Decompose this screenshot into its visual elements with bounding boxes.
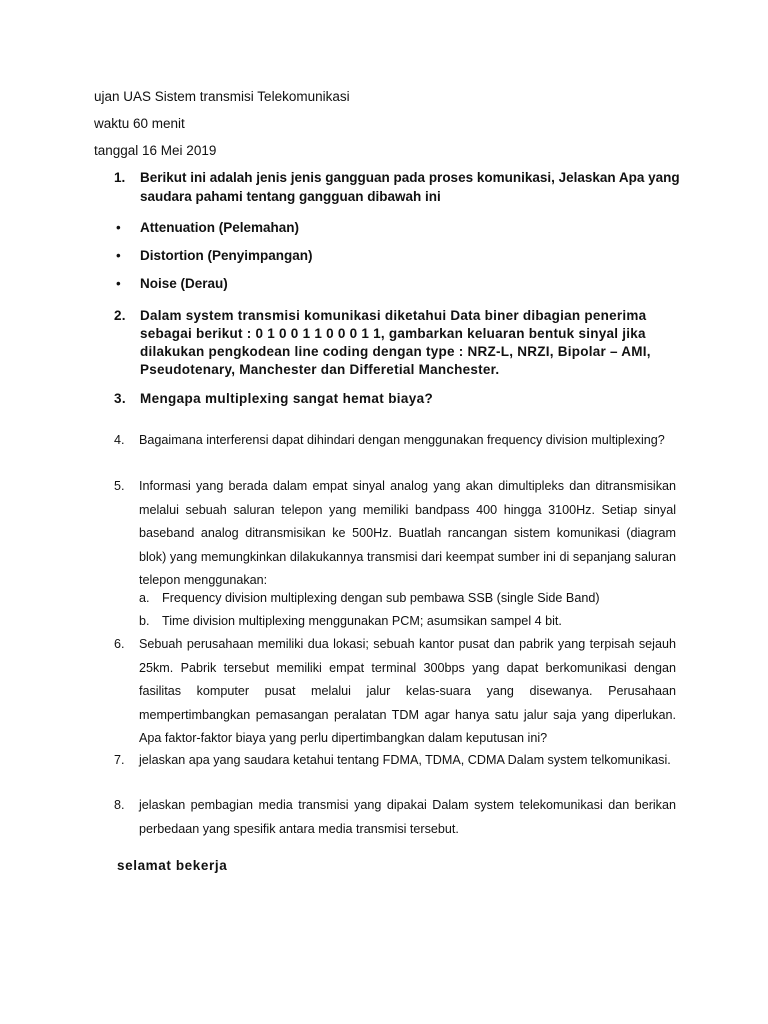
bullet-text: Noise (Derau)	[140, 276, 228, 291]
question-7	[114, 749, 676, 773]
question-text: Dalam system transmisi komunikasi diketahui Data biner dibagian penerima sebagai berikut : 0 1 0 0 1 1 0 0 0 1 1, gambarkan keluaran bentuk sinyal jika dilakukan pengkodean line coding dengan type : NRZ-L, NRZI, Bipolar – AMI, Pseudotenary, Manchester dan Differetial Manchester.	[140, 308, 651, 377]
question-4	[114, 429, 676, 453]
subitem-text: Frequency division multiplexing dengan sub pembawa SSB (single Side Band)	[162, 591, 600, 605]
question-text: Informasi yang berada dalam empat sinyal analog yang akan dimultipleks dan ditransmisikan melalui sebuah saluran telepon yang memiliki bandpass 400 hingga 3100Hz. Setiap sinyal baseband analog ditransmisikan ke 500Hz. Buatlah rancangan sistem komunikasi (diagram blok) yang memungkinkan dilakukannya transmisi dari keempat sumber ini di sepanjang saluran telepon menggunakan:	[139, 479, 676, 587]
bullet-icon: •	[116, 276, 121, 291]
exam-date: tanggal 16 Mei 2019	[94, 143, 217, 158]
question-number: 7.	[114, 753, 125, 767]
question-text: jelaskan apa yang saudara ketahui tentang FDMA, TDMA, CDMA Dalam system telkomunikasi.	[139, 753, 671, 767]
question-number: 1.	[114, 170, 126, 185]
bullet-text: Attenuation (Pelemahan)	[140, 220, 300, 235]
question-6	[114, 633, 676, 751]
subitem-text: Time division multiplexing menggunakan PCM; asumsikan sampel 4 bit.	[162, 614, 562, 628]
bullet-text: Distortion (Penyimpangan)	[140, 248, 313, 263]
question-text: Bagaimana interferensi dapat dihindari dengan menggunakan frequency division multiplexing?	[139, 433, 665, 447]
question-number: 8.	[114, 798, 125, 812]
question-1	[114, 168, 684, 206]
closing-text: selamat bekerja	[117, 858, 228, 873]
question-text: jelaskan pembagian media transmisi yang dipakai Dalam system telekomunikasi dan berikan perbedaan yang spesifik antara media transmisi tersebut.	[139, 798, 676, 836]
question-5	[114, 475, 676, 593]
bullet-icon: •	[116, 220, 121, 235]
question-number: 6.	[114, 637, 125, 651]
question-text: Mengapa multiplexing sangat hemat biaya?	[140, 391, 434, 406]
bullet-icon: •	[116, 248, 121, 263]
question-number: 4.	[114, 433, 125, 447]
exam-duration: waktu 60 menit	[94, 116, 185, 131]
subitem-label: a.	[139, 591, 150, 605]
question-text: Sebuah perusahaan memiliki dua lokasi; sebuah kantor pusat dan pabrik yang terpisah sejauh 25km. Pabrik tersebut memiliki empat terminal 300bps yang dapat berkomunikasi dengan fasilitas komputer pusat melalui jalur kelas-suara yang disewanya. Perusahaan mempertimbangkan pemasangan peralatan TDM agar hanya satu jalur saja yang diperlukan. Apa faktor-faktor biaya yang perlu dipertimbangkan dalam keputusan ini?	[139, 637, 676, 745]
question-2	[114, 307, 674, 379]
question-8	[114, 794, 676, 841]
question-number: 5.	[114, 479, 125, 493]
subitem-label: b.	[139, 614, 150, 628]
exam-title: ujan UAS Sistem transmisi Telekomunikasi	[94, 89, 350, 104]
question-3	[114, 391, 674, 406]
question-text: Berikut ini adalah jenis jenis gangguan pada proses komunikasi, Jelaskan Apa yang saudara pahami tentang gangguan dibawah ini	[140, 170, 680, 204]
question-number: 2.	[114, 308, 126, 323]
question-number: 3.	[114, 391, 126, 406]
